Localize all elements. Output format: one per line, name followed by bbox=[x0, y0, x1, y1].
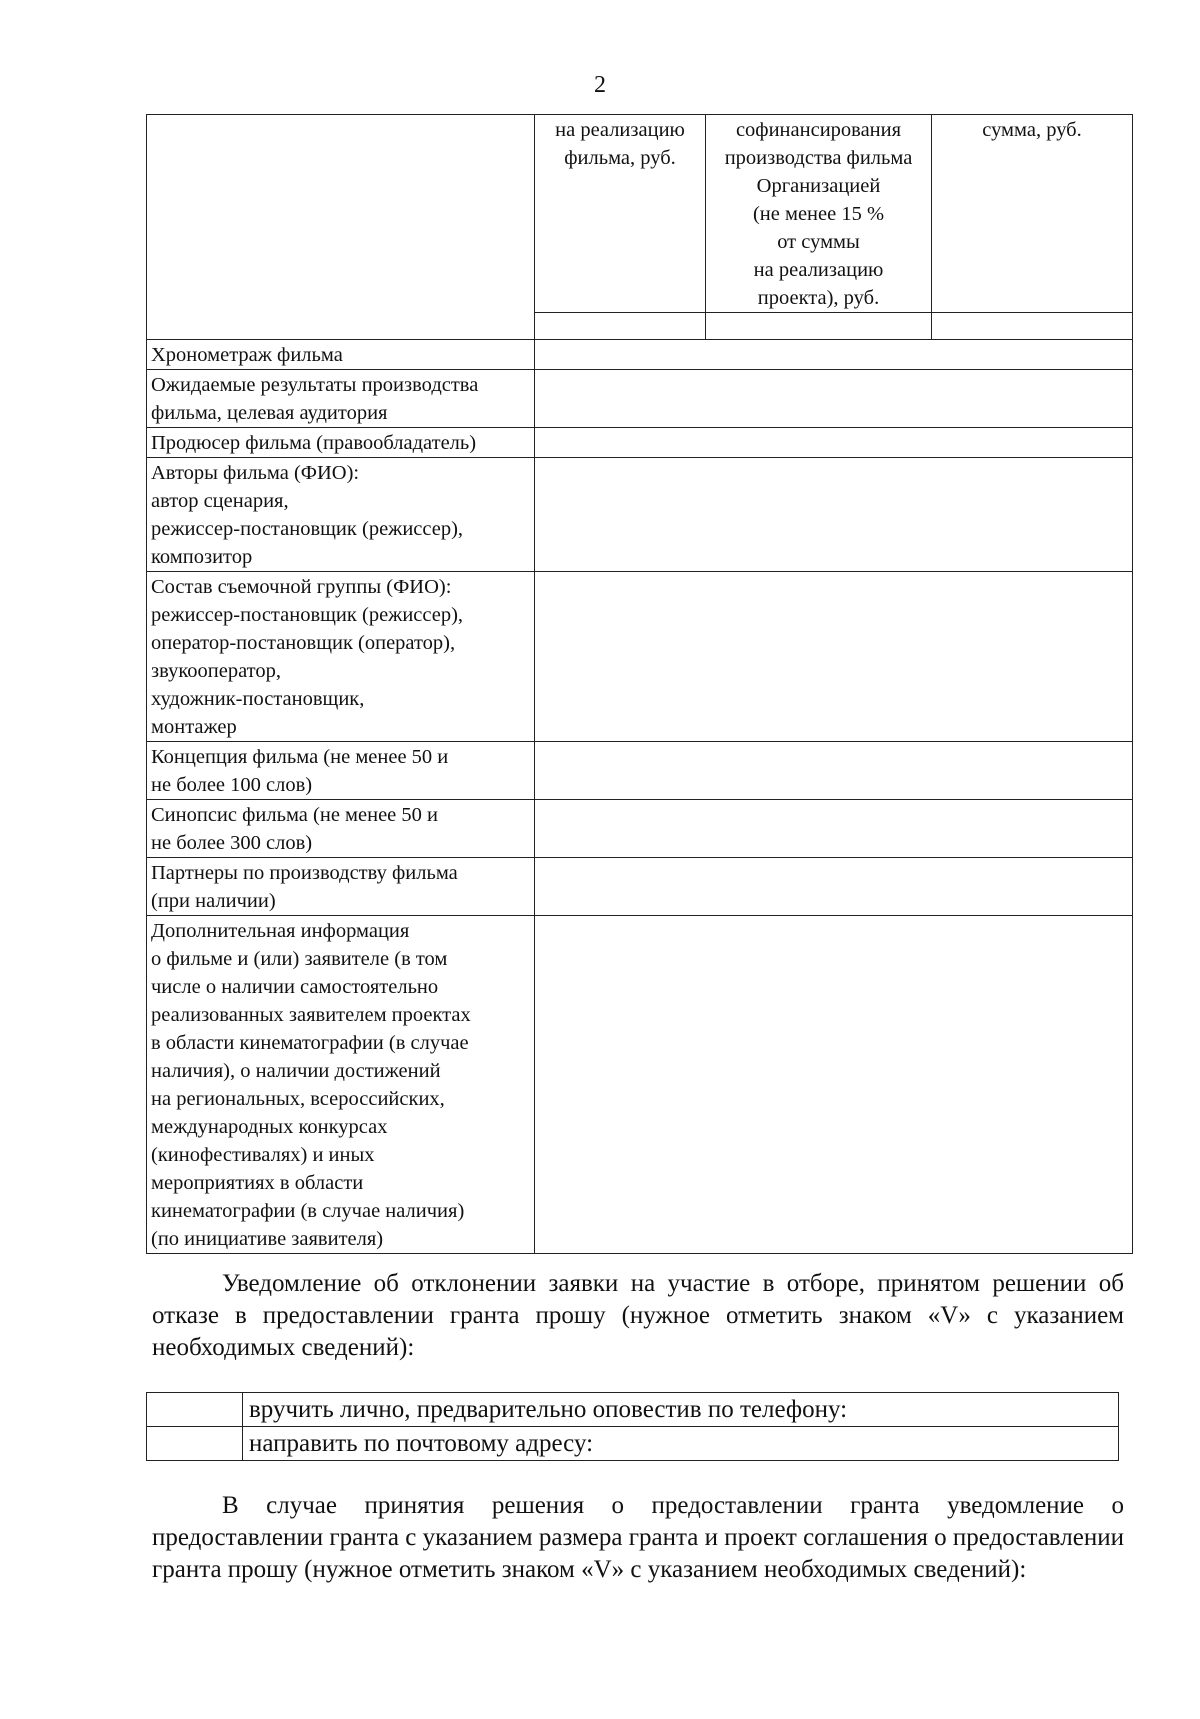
row-value-producer[interactable] bbox=[535, 428, 1133, 458]
option-row bbox=[147, 1427, 1119, 1461]
table-row bbox=[147, 370, 1133, 428]
row-label-expected-results: Ожидаемые результаты производства фильма, целевая аудитория bbox=[147, 370, 535, 428]
row-label-producer: Продюсер фильма (правообладатель) bbox=[147, 428, 535, 458]
page-number: 2 bbox=[594, 72, 606, 98]
row-value-crew[interactable] bbox=[535, 572, 1133, 742]
table-row bbox=[147, 458, 1133, 572]
table-row bbox=[147, 572, 1133, 742]
delivery-options-table bbox=[146, 1392, 1119, 1461]
option-label-in-person: вручить лично, предварительно оповестив по телефону: bbox=[243, 1393, 1119, 1427]
table-row bbox=[147, 858, 1133, 916]
header-cofinancing: софинансирования производства фильма Организацией (не менее 15 % от суммы на реализацию проекта), руб. bbox=[706, 115, 932, 313]
rejection-notice-paragraph bbox=[152, 1268, 1124, 1364]
row-value-duration[interactable] bbox=[535, 340, 1133, 370]
row-label-concept: Концепция фильма (не менее 50 и не более 100 слов) bbox=[147, 742, 535, 800]
grant-notice-paragraph bbox=[152, 1490, 1124, 1586]
option-checkbox-in-person[interactable] bbox=[147, 1393, 243, 1427]
table-row bbox=[147, 340, 1133, 370]
row-value-authors[interactable] bbox=[535, 458, 1133, 572]
option-row bbox=[147, 1393, 1119, 1427]
table-row bbox=[147, 800, 1133, 858]
table-row bbox=[147, 742, 1133, 800]
header-film-cost: на реализацию фильма, руб. bbox=[535, 115, 706, 313]
row-label-additional-info: Дополнительная информация о фильме и (или) заявителе (в том числе о наличии самостоятельно реализованных заявителем проектах в области кинематографии (в случае наличия), о наличии достижений на региональных, всероссийских, международных конкурсах (кинофестивалях) и иных мероприятиях в области кинематографии (в случае наличия) (по инициативе заявителя) bbox=[147, 916, 535, 1254]
option-checkbox-mail[interactable] bbox=[147, 1427, 243, 1461]
option-label-mail: направить по почтовому адресу: bbox=[243, 1427, 1119, 1461]
row-value-synopsis[interactable] bbox=[535, 800, 1133, 858]
row-label-partners: Партнеры по производству фильма (при наличии) bbox=[147, 858, 535, 916]
cofinancing-value-cell[interactable] bbox=[706, 313, 932, 340]
row-value-partners[interactable] bbox=[535, 858, 1133, 916]
row-label-crew: Состав съемочной группы (ФИО): режиссер-постановщик (режиссер), оператор-постановщик (оператор), звукооператор, художник-постановщик, монтажер bbox=[147, 572, 535, 742]
rejection-notice-text: Уведомление об отклонении заявки на участие в отборе, принятом решении об отказе в предоставлении гранта прошу (нужное отметить знаком «V» с указанием необходимых сведений): bbox=[152, 1270, 1124, 1361]
sum-value-cell[interactable] bbox=[932, 313, 1133, 340]
header-empty-cell bbox=[147, 115, 535, 340]
row-value-additional-info[interactable] bbox=[535, 916, 1133, 1254]
grant-notice-text: В случае принятия решения о предоставлении гранта уведомление о предоставлении гранта с указанием размера гранта и проект соглашения о предоставлении гранта прошу (нужное отметить знаком «V» с указанием необходимых сведений): bbox=[152, 1492, 1124, 1583]
header-sum: сумма, руб. bbox=[932, 115, 1133, 313]
table-row bbox=[147, 916, 1133, 1254]
film-cost-value-cell[interactable] bbox=[535, 313, 706, 340]
application-form-table bbox=[146, 114, 1133, 1254]
row-value-expected-results[interactable] bbox=[535, 370, 1133, 428]
row-label-duration: Хронометраж фильма bbox=[147, 340, 535, 370]
row-label-authors: Авторы фильма (ФИО): автор сценария, режиссер-постановщик (режиссер), композитор bbox=[147, 458, 535, 572]
table-header-row bbox=[147, 115, 1133, 313]
row-label-synopsis: Синопсис фильма (не менее 50 и не более 300 слов) bbox=[147, 800, 535, 858]
table-row bbox=[147, 428, 1133, 458]
row-value-concept[interactable] bbox=[535, 742, 1133, 800]
